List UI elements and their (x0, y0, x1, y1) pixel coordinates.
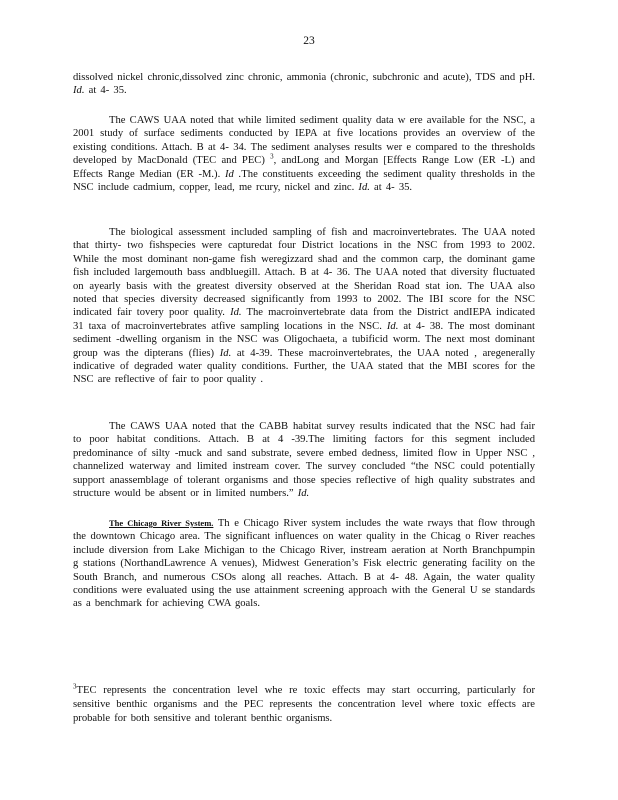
footnote-mark: 3 (73, 682, 77, 691)
paragraph-water-quality-parameters (73, 71, 535, 98)
paragraph-sediment-quality (73, 114, 535, 194)
page-number: 23 (303, 35, 315, 47)
p3-citation-2: Id. (386, 320, 399, 332)
p2-text-4: at 4- 35. (369, 182, 413, 194)
p4-citation: Id. (297, 488, 310, 500)
footnote-reference: 3 (270, 152, 274, 161)
p5-text-1: Th e Chicago River system includes the wate rways that flow through the downtown Chicago area. The significant influences on water quality in the Chicag o River reaches include diversion from Lake Michigan to the Chicago River, instream aeration at North Branchpumpin g stations (NorthandLawrence A venues), Midwest Generation’s Fisk electric generating facility on the South Branch, and numerous CSOs along all reaches. Attach. B at 4- 48. Again, the water quality conditions were evaluated using the use attainment screening approach with the General U se standards as a benchmark for achieving CWA goals. (73, 518, 535, 610)
paragraph-biological-assessment (73, 226, 535, 387)
p1-citation: Id. (73, 85, 85, 97)
p3-text-3: at 4- 38. The most dominant sediment -dwelling organism in the NSC was Oligochaeta, a tubificid worm. The next most dominant group was the dipterans (flies) (73, 320, 535, 359)
paragraph-chicago-river-system (73, 517, 535, 611)
p2-text-3: The constituents exceeding the sediment quality thresholds in the NSC include cadmium, copper, lead, me rcury, nickel and zinc. (73, 168, 535, 194)
section-heading: The Chicago River System. (109, 518, 214, 528)
p2-text-2: , andLong and Morgan [Effects Range Low (ER -L) and Effects Range Median (ER -M.). (73, 155, 535, 180)
paragraph-habitat-survey (73, 420, 535, 500)
p4-text-1: The CAWS UAA noted that the CABB habitat survey results indicated that the NSC had fair to poor habitat conditions. Attach. B at 4 -39.The limiting factors for this segment included predominance of silty -muck and sand substrate, severe embed dedness, limited flow in Upper NSC , channelized waterway and limited instream cover. The survey concluded “the NSC could potentially support anassemblage of tolerant organisms and those species reflective of high quality substrates and structure would be absent or in limited numbers.” (73, 421, 535, 500)
p1-text-1: dissolved nickel chronic,dissolved zinc chronic, ammonia (chronic, subchronic and acute), TDS and pH. (73, 72, 535, 83)
p3-citation-3: Id. (219, 347, 232, 359)
footnote-text: TEC represents the concentration level whe re toxic effects may start occurring, particularly for sensitive benthic organisms and the PEC represents the concentration level where toxic effects are probable for both sensitive and tolerant benthic organisms. (73, 685, 535, 725)
p3-text-1: The biological assessment included sampling of fish and macroinvertebrates. The UAA noted that thirty- two fishspecies were capturedat four District locations in the NSC from 1993 to 2002. While the most dominant non-game fish weregizzard shad and the common carp, the dominant game fish included largemouth bass andbluegill. Attach. B at 4- 36. The UAA noted that diversity fluctuated on ayearly basis with the greatest diversity observed at the Sheridan Road stat ion. The UAA also noted that species diversity decreased significantly from 1993 to 2002. The IBI score for the NSC indicated fair tovery poor quality. (73, 227, 535, 319)
p2-citation-2: Id. (358, 182, 370, 194)
footnote (73, 684, 535, 727)
p2-text-1: The CAWS UAA noted that while limited sediment quality data w ere available for the NSC, a 2001 study of surface sediments conducted by IEPA at five locations provides an overview of the existing conditions. Attach. B at 4- 34. The sediment analyses results wer e compared to the thresholds developed by MacDonald (TEC and PEC) (73, 115, 535, 167)
p3-citation-1: Id. (230, 307, 242, 319)
p2-citation-1: Id . (225, 168, 242, 180)
p3-text-4: at 4-39. These macroinvertebrates, the UAA noted , aregenerally indicative of degraded water quality conditions. Further, the UAA stated that the MBI scores for the NSC are reflective of fair to poor quality . (73, 347, 535, 386)
p1-text-2: at 4- 35. (84, 85, 127, 97)
p3-text-2: The macroinvertebrate data from the District andIEPA indicated 31 taxa of macroinvertebrates atfive sampling locations in the NSC. (73, 307, 535, 332)
